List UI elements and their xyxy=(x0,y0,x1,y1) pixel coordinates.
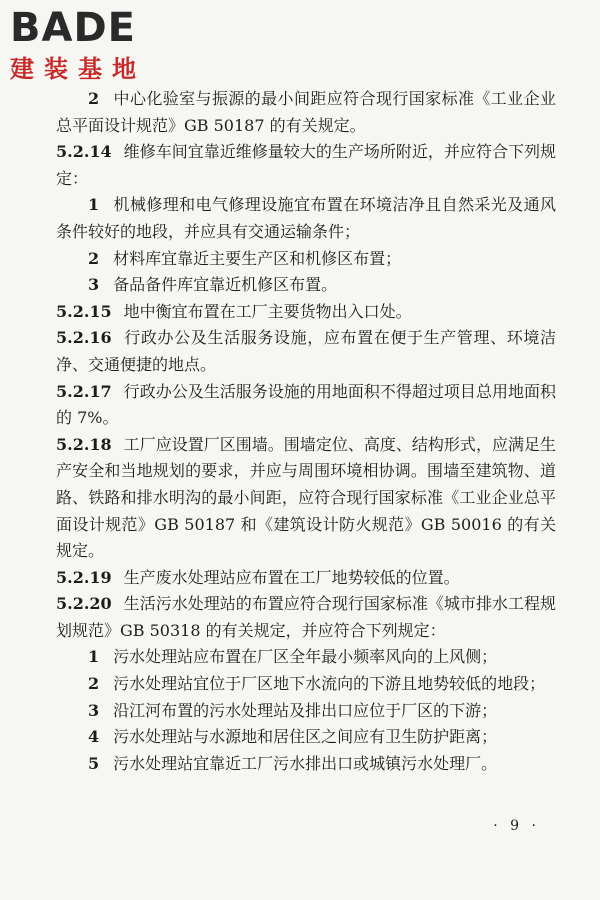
brand-logo xyxy=(10,6,180,88)
clause-paragraph: 5.2.19 生产废水处理站应布置在工厂地势较低的位置。 xyxy=(56,567,460,587)
item-paragraph: 1 机械修理和电气修理设施宜布置在环境洁净且自然采光及通风条件较好的地段，并应具有交通运输条件； xyxy=(56,195,556,241)
clause-paragraph: 5.2.18 工厂应设置厂区围墙。围墙定位、高度、结构形式，应满足生产安全和当地规划的要求，并应与周围环境相协调。围墙至建筑物、道路、铁路和排水明沟的最小间距，应符合现行国家标准《工业企业总平面设计规范》GB 50187 和《建筑设计防火规范》GB 50016 的有关规定。 xyxy=(56,434,556,561)
item-paragraph: 5 污水处理站宜靠近工厂污水排出口或城镇污水处理厂。 xyxy=(88,753,498,773)
item-paragraph: 4 污水处理站与水源地和居住区之间应有卫生防护距离； xyxy=(88,727,498,747)
clause-paragraph: 5.2.15 地中衡宜布置在工厂主要货物出入口处。 xyxy=(56,301,412,321)
page-number: · 9 · xyxy=(493,818,540,834)
clause-paragraph: 5.2.17 行政办公及生活服务设施的用地面积不得超过项目总用地面积的 7%。 xyxy=(56,381,556,428)
clause-paragraph: 5.2.16 行政办公及生活服务设施，应布置在便于生产管理、环境洁净、交通便捷的地点。 xyxy=(56,328,556,374)
logo-chinese-name: 建装基地 xyxy=(10,55,146,83)
item-paragraph: 1 污水处理站应布置在厂区全年最小频率风向的上风侧； xyxy=(88,647,498,667)
item-paragraph: 2 中心化验室与振源的最小间距应符合现行国家标准《工业企业总平面设计规范》GB 50187 的有关规定。 xyxy=(56,89,556,135)
item-paragraph: 2 材料库宜靠近主要生产区和机修区布置； xyxy=(88,248,402,268)
item-paragraph: 2 污水处理站宜位于厂区地下水流向的下游且地势较低的地段； xyxy=(88,674,546,694)
clause-paragraph: 5.2.20 生活污水处理站的布置应符合现行国家标准《城市排水工程规划规范》GB 50318 的有关规定，并应符合下列规定： xyxy=(56,594,556,640)
item-paragraph: 3 沿江河布置的污水处理站及排出口应位于厂区的下游； xyxy=(88,700,498,720)
clause-paragraph: 5.2.14 维修车间宜靠近维修量较大的生产场所附近，并应符合下列规定： xyxy=(56,142,556,188)
document-body xyxy=(56,86,556,777)
logo-wordmark: BADE xyxy=(10,5,136,51)
item-paragraph: 3 备品备件库宜靠近机修区布置。 xyxy=(88,275,338,295)
